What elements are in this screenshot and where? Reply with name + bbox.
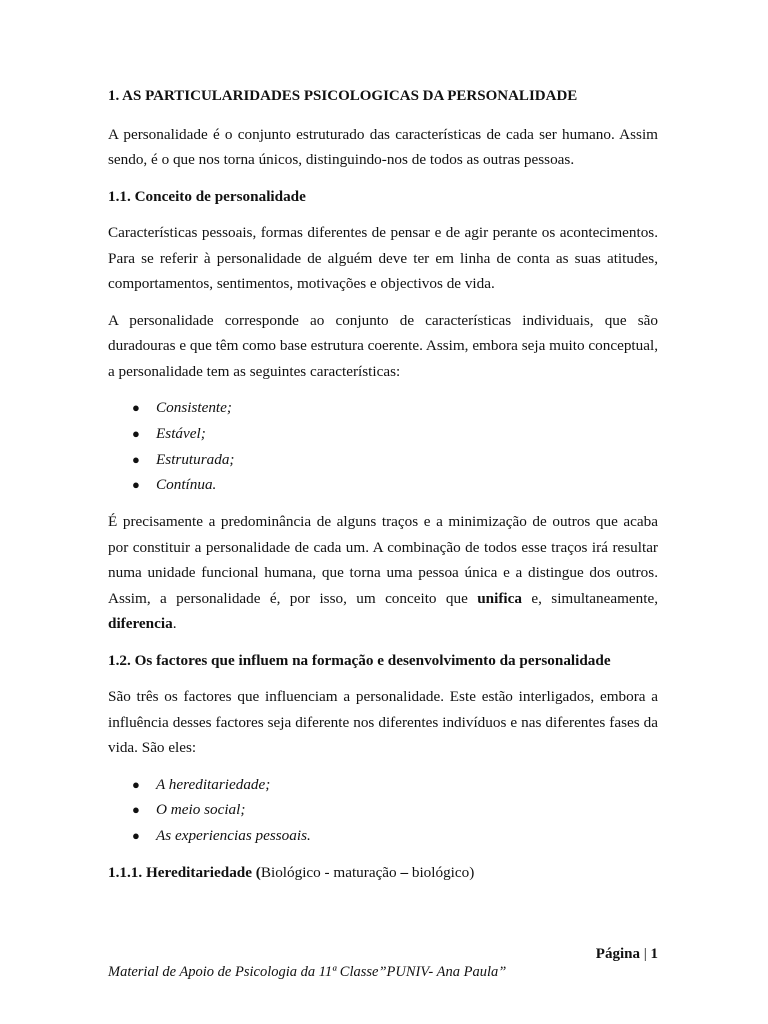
list-item: ● Estável;: [108, 421, 658, 447]
document-body: [108, 84, 658, 886]
list-item: ● O meio social;: [108, 797, 658, 823]
bullet-icon: ●: [132, 400, 140, 415]
predominance-paragraph: É precisamente a predominância de alguns traços e a minimização de outros que acaba por constituir a personalidade de cada um. A combinação de todos esse traços irá resultar numa unidade funcional humana, que torna uma pessoa única e a distingue dos outros. Assim, a personalidade é, por isso, um conceito que unifica e, simultaneamente, diferencia.: [108, 513, 658, 633]
characteristics-paragraph: A personalidade corresponde ao conjunto de características individuais, que são duradouras e que têm como base estrutura coerente. Assim, embora seja muito conceptual, a personalidade tem as seguintes características:: [108, 311, 658, 380]
list-item: ● Consistente;: [108, 395, 658, 421]
bullet-icon: ●: [132, 776, 140, 792]
subsection-heading-concept: 1.1. Conceito de personalidade: [108, 187, 306, 205]
subsection-heading-heredity: 1.1.1. Hereditariedade (Biológico - maturação – biológico): [108, 864, 475, 882]
list-item: ● Contínua.: [108, 472, 658, 498]
bold-unifica: unifica: [477, 589, 522, 607]
section-heading: 1. AS PARTICULARIDADES PSICOLOGICAS DA PERSONALIDADE: [108, 88, 578, 104]
bullet-icon: ●: [132, 425, 140, 441]
factors-paragraph: São três os factores que influenciam a personalidade. Este estão interligados, embora a influência desses factores seja diferente nos diferentes indivíduos e nas diferentes fases da vida. São eles:: [108, 688, 658, 757]
characteristics-list: [108, 395, 658, 498]
bold-diferencia: diferencia: [108, 615, 173, 633]
intro-paragraph: A personalidade é o conjunto estruturado das características de cada ser humano. Assim sendo, é o que nos torna únicos, distinguindo-nos de todos as outras pessoas.: [108, 125, 658, 168]
list-item: ● A hereditariedade;: [108, 772, 658, 798]
bullet-icon: ●: [132, 802, 140, 818]
list-item: ● Estruturada;: [108, 447, 658, 473]
bullet-icon: ●: [132, 828, 140, 844]
subsection-heading-factors: 1.2. Os factores que influem na formação e desenvolvimento da personalidade: [108, 651, 611, 669]
page-number: Página | 1: [595, 946, 658, 962]
factors-list: [108, 772, 658, 849]
bullet-icon: ●: [132, 451, 140, 467]
bullet-icon: ●: [132, 477, 140, 493]
list-item: ● As experiencias pessoais.: [108, 823, 658, 849]
page-footer: Material de Apoio de Psicologia da 11ª Classe”PUNIV- Ana Paula”: [108, 964, 507, 980]
concept-paragraph: Características pessoais, formas diferentes de pensar e de agir perante os acontecimentos. Para se referir à personalidade de alguém deve ter em linha de conta as suas atitudes, comportamentos, sentimentos, motivações e objectivos de vida.: [108, 224, 658, 292]
